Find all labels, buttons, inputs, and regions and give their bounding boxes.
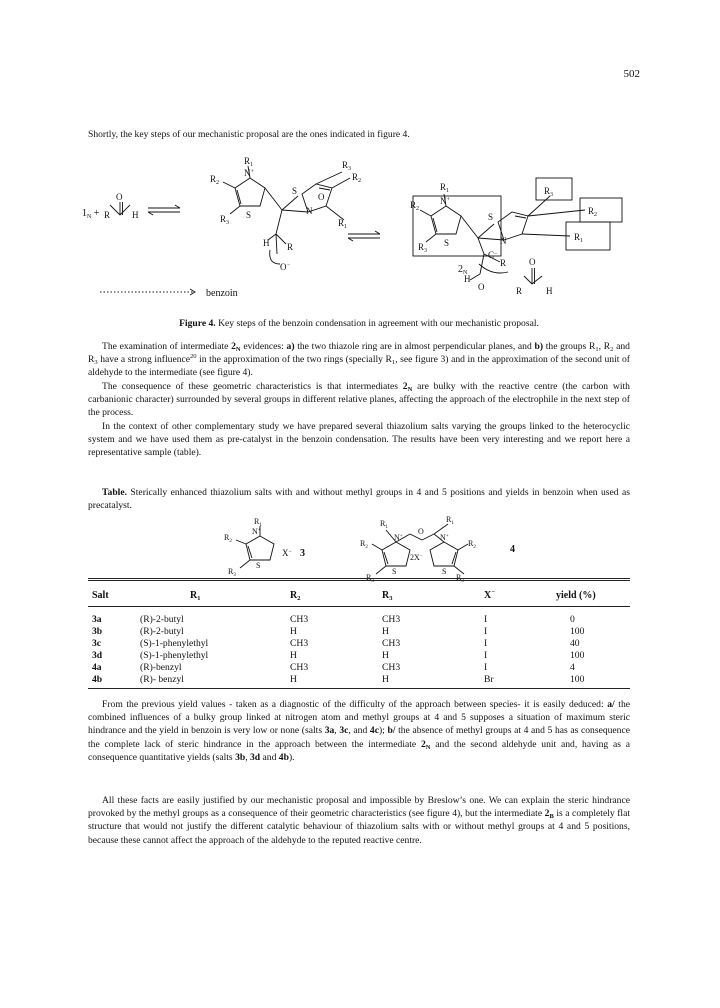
paragraph-1: The examination of intermediate $2_N$ evidences: a) the two thiazole ring are in almost perpendicular planes, and b) the groups $R_1$, $R_2$ and $R_3$ have a strong influence$^{20}$ in the approximation of the two rings (specially $R_1$, see figure 3) and in the approximation of the second unit of aldehyde to the intermediate (see figure 4). xyxy=(88,341,631,379)
svg-text:C−: C− xyxy=(488,250,498,260)
figure-4 xyxy=(80,150,640,310)
svg-text:R2: $R_2$ xyxy=(410,200,420,212)
table-cell-salt: 3b xyxy=(92,626,103,637)
table-cell-salt: 4a xyxy=(92,662,102,673)
svg-text:R1: $R_1$ xyxy=(440,182,450,194)
table-cell-r1: (R)- benzyl xyxy=(140,674,184,685)
table-cell-yield: 40 xyxy=(570,638,580,649)
intro-text: Shortly, the key steps of our mechanistic proposal are the ones indicated in figure 4. xyxy=(88,129,410,140)
svg-text:O: O xyxy=(280,262,287,272)
table-bottom-rule xyxy=(88,688,630,689)
svg-text:R3: $R_3$ xyxy=(456,573,464,584)
svg-text:O: O xyxy=(418,527,424,536)
svg-text:R: R xyxy=(500,258,507,268)
table-header-r2: $R_2$ xyxy=(290,590,301,602)
table-cell-r3: CH3 xyxy=(382,662,401,673)
table-header-yield: yield (%) xyxy=(556,590,596,601)
table-cell-salt: 3c xyxy=(92,638,102,649)
svg-text:N+: N+ xyxy=(440,533,449,542)
table-top-rule xyxy=(88,578,630,579)
table-cell-r3: H xyxy=(382,650,389,661)
paragraph-2: The consequence of these geometric characteristics is that intermediates $2_N$ are bulky with the reactive centre (the carbon with carbanionic character) surrounded by several groups in different relative planes, affecting the approach of the electrophile in the next step of the process. xyxy=(88,381,630,419)
table-cell-r2: CH3 xyxy=(290,614,309,625)
svg-text:R2: $R_2$ xyxy=(360,539,368,550)
svg-text:H: H xyxy=(263,238,270,248)
table-structures xyxy=(200,512,540,584)
svg-text:R1: $R_1$ xyxy=(446,515,454,526)
svg-text:H: H xyxy=(546,286,553,296)
table-cell-r3: CH3 xyxy=(382,614,401,625)
svg-text:4: 4 xyxy=(510,544,515,555)
benzoin-label: benzoin xyxy=(206,288,238,299)
svg-text:S: S xyxy=(246,210,252,220)
svg-text:R: R xyxy=(516,286,523,296)
svg-text:R2: $R_2$ xyxy=(588,206,598,218)
table-cell-x: I xyxy=(484,650,488,661)
table-cell-r3: CH3 xyxy=(382,638,401,649)
svg-text:R2: $R_2$ xyxy=(210,174,220,186)
svg-text:O: O xyxy=(116,192,123,202)
table-cell-r3: H xyxy=(382,626,389,637)
svg-text:R3: $R_3$ xyxy=(342,160,352,172)
svg-text:O: O xyxy=(478,282,485,292)
svg-text:X−: X− xyxy=(282,548,292,558)
table-cell-yield: 100 xyxy=(570,650,585,661)
table-caption: Table. Sterically enhanced thiazolium salts with and without methyl groups in 4 and 5 positions and yields in benzoin when used as precatalyst. xyxy=(88,487,630,512)
table-cell-r1: (R)-benzyl xyxy=(140,662,182,673)
table-cell-r2: H xyxy=(290,650,297,661)
svg-text:S: S xyxy=(392,567,397,576)
table-cell-salt: 4b xyxy=(92,674,103,685)
svg-text:R1: $R_1$ xyxy=(244,156,254,168)
table-cell-x: I xyxy=(484,638,488,649)
conclusion-paragraph-1: From the previous yield values - taken as a diagnostic of the difficulty of the approach between species- it is easily deduced: a/ the combined influences of a bulky group linked at nitrogen atom and methyl groups at 4 and 5 supposes a situation of maximum steric hindrance and the yield in benzoin is very low or none (salts 3a, 3c, and 4c); b/ the absence of methyl groups at 4 and 5 has as consequence the complete lack of steric hindrance in the approach between the intermediate $2_N$ and the second aldehyde unit and, having as a consequence quantitative yields (salts 3b, 3d and 4b). xyxy=(88,699,631,763)
svg-text:S: S xyxy=(444,238,450,248)
svg-text:N+: N+ xyxy=(244,168,254,178)
svg-text:R3: $R_3$ xyxy=(366,573,374,584)
table-cell-r2: CH3 xyxy=(290,638,309,649)
svg-text:R: R xyxy=(104,210,111,220)
table-header-x: X− xyxy=(484,589,495,601)
table-top-rule-2 xyxy=(88,580,630,581)
svg-text:2N: $2_N$ xyxy=(458,264,468,276)
table-cell-x: I xyxy=(484,626,488,637)
table-header-rule xyxy=(88,606,630,607)
svg-text:2X−: 2X− xyxy=(410,553,423,562)
table-cell-x: I xyxy=(484,614,488,625)
table-header-r1: $R_1$ xyxy=(190,590,201,602)
svg-text:N+: N+ xyxy=(252,527,261,536)
svg-text:O: O xyxy=(318,192,325,202)
table-cell-yield: 100 xyxy=(570,674,585,685)
table-cell-yield: 0 xyxy=(570,614,575,625)
svg-text:S: S xyxy=(442,567,447,576)
fig-label-1n: $1_N$ + xyxy=(82,208,100,220)
conclusion-paragraph-2: All these facts are easily justified by our mechanistic proposal and impossible by Breslow’s one. We can explain the steric hindrance provoked by the methyl groups as a consequence of their geometric characteristics (see figure 4), but the intermediate $2_B$ is a completely flat structure that would not justify the different catalytic behaviour of thiazolium salts with or without methyl groups at 4 and 5 positions, because these cannot affect the approach of the aldehyde to the reputed reactive centre. xyxy=(88,795,630,846)
svg-text:−: − xyxy=(287,262,291,268)
svg-text:R1: $R_1$ xyxy=(254,517,262,528)
svg-text:R3: $R_3$ xyxy=(228,567,236,578)
svg-text:R1: $R_1$ xyxy=(380,519,388,530)
figure-caption: Figure 4. Key steps of the benzoin condensation in agreement with our mechanistic proposal. xyxy=(179,318,539,329)
svg-text:H: H xyxy=(464,274,471,284)
table-cell-r1: (R)-2-butyl xyxy=(140,614,184,625)
table-cell-x: Br xyxy=(484,674,494,685)
table-cell-r3: H xyxy=(382,674,389,685)
svg-text:S: S xyxy=(256,561,261,570)
table-cell-salt: 3a xyxy=(92,614,102,625)
table-cell-r1: (S)-1-phenylethyl xyxy=(140,638,209,649)
table-cell-r2: H xyxy=(290,626,297,637)
svg-text:R3: $R_3$ xyxy=(418,242,428,254)
svg-text:N: N xyxy=(306,206,313,216)
table-cell-salt: 3d xyxy=(92,650,103,661)
table-cell-r1: (R)-2-butyl xyxy=(140,626,184,637)
svg-text:R1: $R_1$ xyxy=(574,232,584,244)
table-cell-yield: 4 xyxy=(570,662,575,673)
svg-text:R3: $R_3$ xyxy=(220,214,230,226)
table-cell-r1: (S)-1-phenylethyl xyxy=(140,650,209,661)
paragraph-3: In the context of other complementary study we have prepared several thiazolium salts varying the groups linked to the heterocyclic system and we have used them as pre-catalyst in the benzoin condensation. The results have been very interesting and we report here a representative sample (table). xyxy=(88,421,630,459)
svg-text:R2: $R_2$ xyxy=(468,539,476,550)
svg-text:R: R xyxy=(287,242,294,252)
svg-text:R2: $R_2$ xyxy=(352,172,362,184)
table-cell-r2: CH3 xyxy=(290,662,309,673)
table-cell-x: I xyxy=(484,662,488,673)
svg-text:R2: $R_2$ xyxy=(224,533,232,544)
svg-text:H: H xyxy=(132,210,139,220)
svg-text:O: O xyxy=(529,257,536,267)
svg-text:S: S xyxy=(488,212,494,222)
svg-text:N+: N+ xyxy=(440,196,450,206)
svg-text:R1: $R_1$ xyxy=(338,218,348,230)
svg-text:N+: N+ xyxy=(394,533,403,542)
svg-text:3: 3 xyxy=(300,548,305,559)
table-header-salt: Salt xyxy=(92,590,109,601)
table-cell-yield: 100 xyxy=(570,626,585,637)
page-number: 502 xyxy=(623,68,640,80)
table-cell-r2: H xyxy=(290,674,297,685)
table-header-r3: $R_3$ xyxy=(382,590,393,602)
svg-text:R3: $R_3$ xyxy=(544,186,554,198)
svg-text:N: N xyxy=(500,236,507,246)
svg-text:S: S xyxy=(292,186,298,196)
